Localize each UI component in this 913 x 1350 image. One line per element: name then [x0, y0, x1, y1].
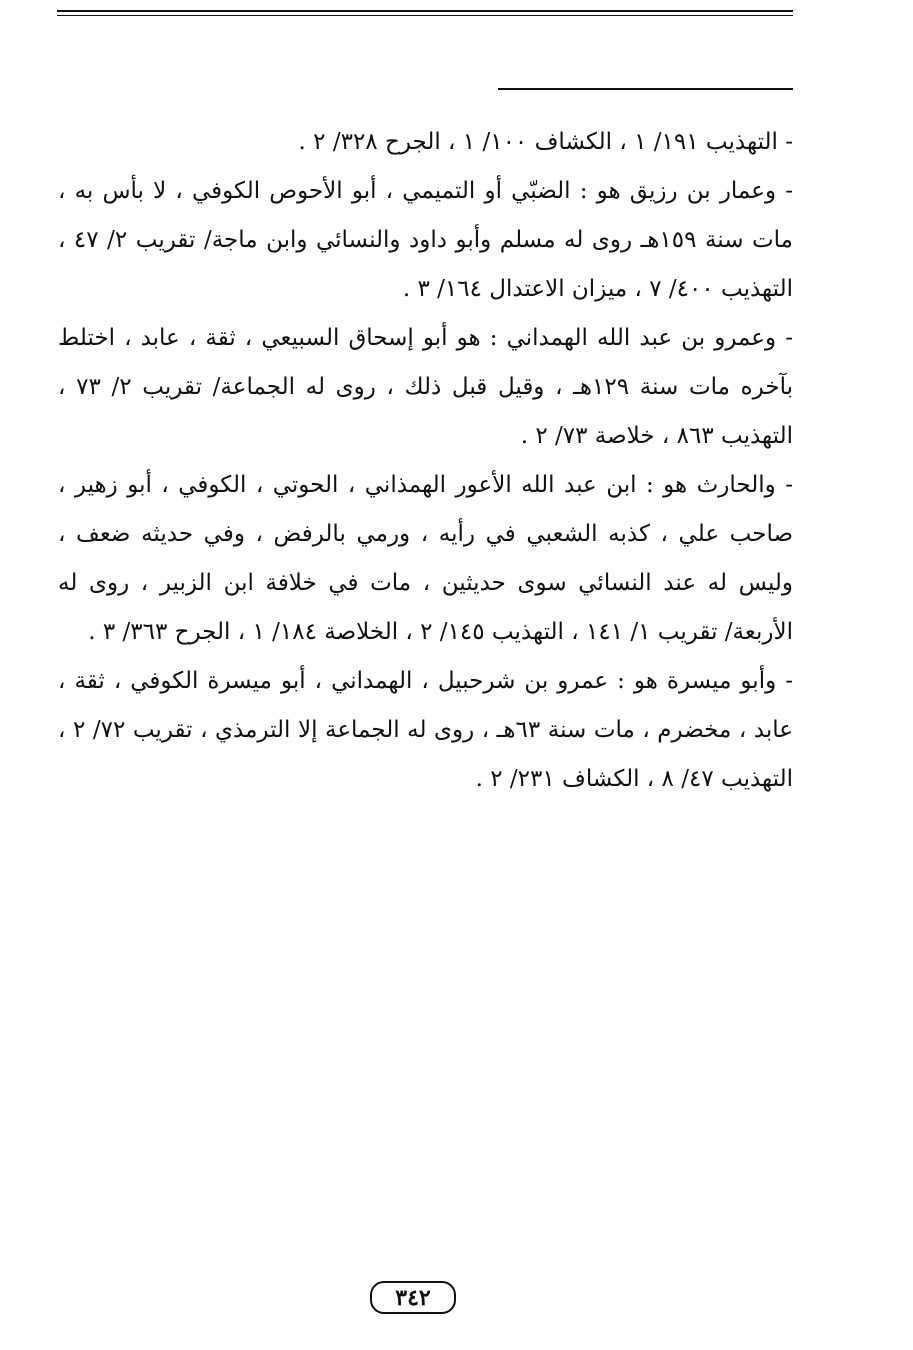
footnote-4: - والحارث هو : ابن عبد الله الأعور الهمذاني ، الحوتي ، الكوفي ، أبو زهير ، صاحب علي ، كذبه الشعبي في رأيه ، ورمي بالرفض ، وفي حديثه ضعف ، وليس له عند النسائي سوى حديثين ، مات في خلافة ابن الزبير ، روى له الأربعة/ تقريب ١/ ١٤١ ، التهذيب ١٤٥/ ٢ ، الخلاصة ١٨٤/ ١ ، الجرح ٣٦٣/ ٣ . — [58, 472, 793, 645]
header-rule-thin — [57, 15, 793, 16]
footnote-separator — [498, 88, 793, 90]
footnote-1: - التهذيب ١٩١/ ١ ، الكشاف ١٠٠/ ١ ، الجرح ٣٢٨/ ٢ . — [298, 129, 793, 155]
footnote-5: - وأبو ميسرة هو : عمرو بن شرحبيل ، الهمداني ، أبو ميسرة الكوفي ، ثقة ، عابد ، مخضرم ، مات سنة ٦٣هـ ، روى له الجماعة إلا الترمذي ، تقريب ٧٢/ ٢ ، التهذيب ٤٧/ ٨ ، الكشاف ٢٣١/ ٢ . — [58, 668, 794, 792]
footnote-3: - وعمرو بن عبد الله الهمداني : هو أبو إسحاق السبيعي ، ثقة ، عابد ، اختلط بآخره مات سنة ١٢٩هـ ، وقيل قبل ذلك ، روى له الجماعة/ تقريب ٢/ ٧٣ ، التهذيب ٨٦٣ ، خلاصة ٧٣/ ٢ . — [58, 325, 793, 449]
page-number: ٣٤٢ — [370, 1281, 456, 1314]
footnote-2: - وعمار بن رزيق هو : الضبّي أو التميمي ، أبو الأحوص الكوفي ، لا بأس به ، مات سنة ١٥٩هـ روى له مسلم وأبو داود والنسائي وابن ماجة/ تقريب ٢/ ٤٧ ، التهذيب ٤٠٠/ ٧ ، ميزان الاعتدال ١٦٤/ ٣ . — [58, 178, 793, 302]
header-rule-thick — [57, 10, 793, 12]
footnotes-block — [58, 118, 793, 804]
